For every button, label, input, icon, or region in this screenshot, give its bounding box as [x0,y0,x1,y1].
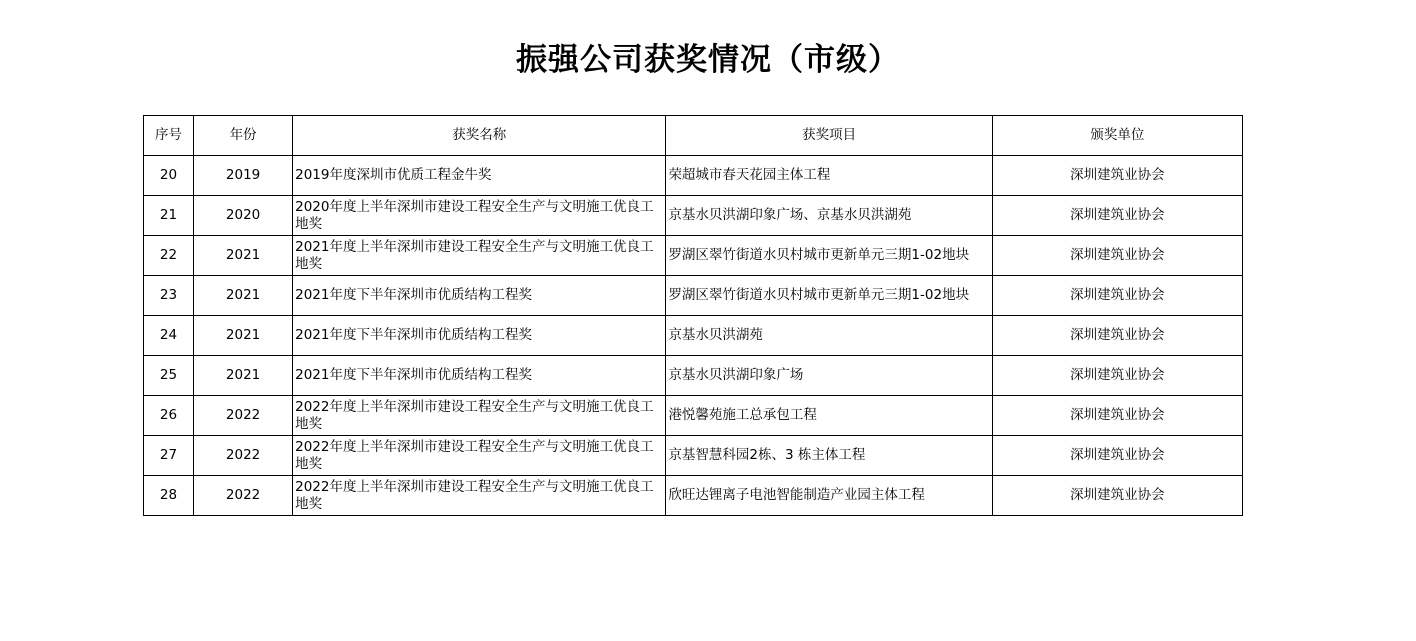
cell-issuer: 深圳建筑业协会 [992,396,1242,436]
header-no: 序号 [144,116,194,156]
cell-issuer: 深圳建筑业协会 [992,196,1242,236]
cell-award: 2021年度下半年深圳市优质结构工程奖 [293,276,666,316]
cell-year: 2020 [194,196,293,236]
cell-no: 21 [144,196,194,236]
table-row [144,476,1243,516]
table-row [144,196,1243,236]
cell-issuer: 深圳建筑业协会 [992,476,1242,516]
cell-award: 2022年度上半年深圳市建设工程安全生产与文明施工优良工地奖 [293,396,666,436]
table-row [144,436,1243,476]
header-year: 年份 [194,116,293,156]
cell-no: 25 [144,356,194,396]
cell-issuer: 深圳建筑业协会 [992,276,1242,316]
table-row [144,396,1243,436]
table-header-row [144,116,1243,156]
cell-project: 京基水贝洪湖印象广场 [666,356,992,396]
cell-project: 罗湖区翠竹街道水贝村城市更新单元三期1-02地块 [666,276,992,316]
cell-issuer: 深圳建筑业协会 [992,236,1242,276]
cell-project: 京基水贝洪湖苑 [666,316,992,356]
awards-table [143,115,1243,516]
cell-project: 京基智慧科园2栋、3 栋主体工程 [666,436,992,476]
header-award-name: 获奖名称 [293,116,666,156]
cell-project: 京基水贝洪湖印象广场、京基水贝洪湖苑 [666,196,992,236]
header-project: 获奖项目 [666,116,992,156]
cell-year: 2021 [194,356,293,396]
cell-project: 欣旺达锂离子电池智能制造产业园主体工程 [666,476,992,516]
cell-no: 20 [144,156,194,196]
cell-award: 2021年度下半年深圳市优质结构工程奖 [293,316,666,356]
cell-issuer: 深圳建筑业协会 [992,316,1242,356]
cell-project: 港悦馨苑施工总承包工程 [666,396,992,436]
cell-award: 2021年度下半年深圳市优质结构工程奖 [293,356,666,396]
header-issuer: 颁奖单位 [992,116,1242,156]
cell-issuer: 深圳建筑业协会 [992,356,1242,396]
cell-award: 2022年度上半年深圳市建设工程安全生产与文明施工优良工地奖 [293,476,666,516]
cell-no: 26 [144,396,194,436]
cell-project: 罗湖区翠竹街道水贝村城市更新单元三期1-02地块 [666,236,992,276]
cell-year: 2021 [194,236,293,276]
cell-year: 2022 [194,396,293,436]
cell-award: 2019年度深圳市优质工程金牛奖 [293,156,666,196]
cell-year: 2019 [194,156,293,196]
cell-no: 23 [144,276,194,316]
cell-issuer: 深圳建筑业协会 [992,156,1242,196]
cell-no: 22 [144,236,194,276]
cell-award: 2020年度上半年深圳市建设工程安全生产与文明施工优良工地奖 [293,196,666,236]
cell-project: 荣超城市春天花园主体工程 [666,156,992,196]
cell-no: 24 [144,316,194,356]
cell-year: 2022 [194,436,293,476]
cell-year: 2021 [194,276,293,316]
cell-issuer: 深圳建筑业协会 [992,436,1242,476]
table-row [144,156,1243,196]
cell-award: 2021年度上半年深圳市建设工程安全生产与文明施工优良工地奖 [293,236,666,276]
cell-no: 28 [144,476,194,516]
table-row [144,236,1243,276]
cell-year: 2022 [194,476,293,516]
cell-year: 2021 [194,316,293,356]
table-row [144,316,1243,356]
cell-award: 2022年度上半年深圳市建设工程安全生产与文明施工优良工地奖 [293,436,666,476]
table-row [144,356,1243,396]
table-row [144,276,1243,316]
cell-no: 27 [144,436,194,476]
page-title: 振强公司获奖情况（市级） [516,42,900,78]
